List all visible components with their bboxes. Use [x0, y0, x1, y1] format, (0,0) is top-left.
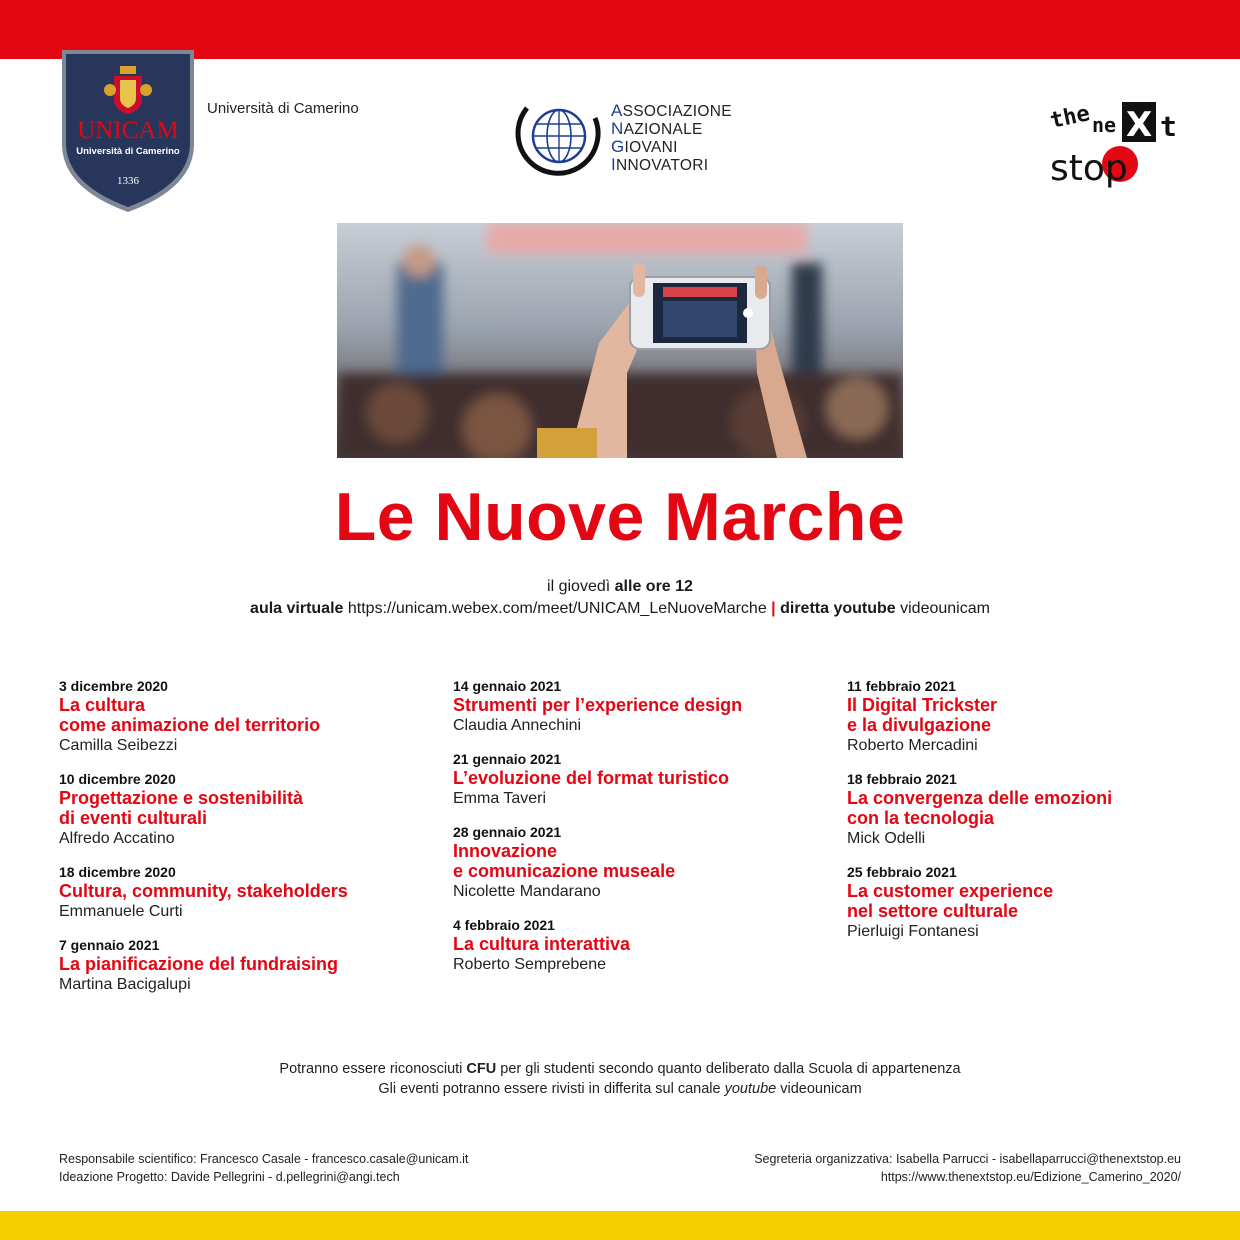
youtube-label: diretta youtube: [780, 600, 896, 617]
event-title: con la tecnologia: [847, 808, 995, 828]
svg-text:X: X: [1126, 105, 1153, 145]
footer-right: [754, 1150, 1181, 1186]
event-date: 3 dicembre 2020: [59, 678, 168, 694]
shield-subtitle: Università di Camerino: [76, 146, 180, 157]
webex-link[interactable]: https://unicam.webex.com/meet/UNICAM_LeNuoveMarche: [347, 600, 767, 617]
smartphone-icon: [630, 277, 770, 349]
event-item: [847, 771, 1227, 850]
separator: |: [771, 600, 776, 617]
schedule-column-1: [59, 678, 439, 1010]
event-item: [453, 751, 833, 810]
organizing-secretariat: Segreteria organizzativa: Isabella Parrucci - isabellaparrucci@thenextstop.eu: [754, 1152, 1181, 1166]
svg-text:stop: stop: [1050, 148, 1128, 189]
svg-text:t: t: [1160, 110, 1177, 143]
event-date: 4 febbraio 2021: [453, 917, 555, 933]
event-date: 7 gennaio 2021: [59, 937, 160, 953]
youtube-channel-link[interactable]: videounicam: [900, 600, 990, 617]
event-item: [59, 864, 439, 923]
shield-year: 1336: [117, 175, 139, 187]
replay-note: Gli eventi potranno essere rivisti in differita sul canale youtube videounicam: [378, 1081, 862, 1097]
event-date: 21 gennaio 2021: [453, 751, 562, 767]
angi-logo: [503, 96, 753, 176]
event-speaker: Emmanuele Curti: [59, 903, 183, 920]
schedule-info: il giovedì alle ore 12: [547, 578, 693, 595]
event-item: [453, 824, 833, 903]
event-item: [59, 937, 439, 996]
event-speaker: Alfredo Accatino: [59, 830, 175, 847]
event-title: L’evoluzione del format turistico: [453, 768, 730, 788]
project-idea: Ideazione Progetto: Davide Pellegrini - d.pellegrini@angi.tech: [59, 1170, 400, 1184]
event-speaker: Mick Odelli: [847, 830, 926, 847]
event-date: 10 dicembre 2020: [59, 771, 176, 787]
event-item: [453, 678, 833, 737]
globe-icon: [503, 96, 603, 176]
event-date: 18 febbraio 2021: [847, 771, 957, 787]
event-title: Strumenti per l’experience design: [453, 695, 743, 715]
event-title: e comunicazione museale: [453, 861, 676, 881]
event-date: 28 gennaio 2021: [453, 824, 562, 840]
event-title: La cultura: [59, 695, 146, 715]
event-title: La cultura interattiva: [453, 934, 631, 954]
shield-name: UNICAM: [77, 117, 179, 144]
scientific-lead: Responsabile scientifico: Francesco Casale - francesco.casale@unicam.it: [59, 1152, 469, 1166]
event-item: [59, 678, 439, 757]
conference-photo: [337, 223, 903, 458]
thenextstop-logo: [1046, 96, 1186, 191]
schedule-column-3: [847, 678, 1227, 957]
event-item: [453, 917, 833, 976]
university-name: Università di Camerino: [207, 100, 359, 117]
event-date: 11 febbraio 2021: [847, 678, 956, 694]
event-speaker: Claudia Annechini: [453, 717, 582, 734]
event-item: [847, 678, 1227, 757]
event-title: La pianificazione del fundraising: [59, 954, 339, 974]
schedule-column-2: [453, 678, 833, 990]
event-speaker: Martina Bacigalupi: [59, 976, 191, 993]
svg-text:the: the: [1048, 101, 1093, 134]
event-item: [59, 771, 439, 850]
streaming-info: [0, 600, 1240, 618]
page-title: Le Nuove Marche: [334, 479, 906, 555]
event-title: e la divulgazione: [847, 715, 992, 735]
virtual-room-label: aula virtuale: [250, 600, 344, 617]
event-speaker: Emma Taveri: [453, 790, 547, 807]
event-title: Progettazione e sostenibilità: [59, 788, 304, 808]
website-link[interactable]: https://www.thenextstop.eu/Edizione_Camerino_2020/: [880, 1170, 1181, 1184]
event-date: 14 gennaio 2021: [453, 678, 562, 694]
event-title: nel settore culturale: [847, 901, 1019, 921]
event-title: La convergenza delle emozioni: [847, 788, 1113, 808]
event-title: La customer experience: [847, 881, 1054, 901]
event-title: Cultura, community, stakeholders: [59, 881, 348, 901]
svg-text:ne: ne: [1092, 113, 1117, 137]
event-item: [847, 864, 1227, 943]
event-title: come animazione del territorio: [59, 715, 321, 735]
event-speaker: Nicolette Mandarano: [453, 883, 601, 900]
event-speaker: Pierluigi Fontanesi: [847, 923, 979, 940]
unicam-shield-logo: [60, 48, 196, 214]
event-speaker: Roberto Mercadini: [847, 737, 978, 754]
event-date: 18 dicembre 2020: [59, 864, 176, 880]
event-speaker: Camilla Seibezzi: [59, 737, 178, 754]
event-speaker: Roberto Semprebene: [453, 956, 606, 973]
event-title: di eventi culturali: [59, 808, 208, 828]
event-title: Innovazione: [453, 841, 558, 861]
cfu-note: Potranno essere riconosciuti CFU per gli studenti secondo quanto deliberato dalla Scuola di appartenenza: [279, 1061, 961, 1077]
footer-left: [59, 1150, 468, 1186]
bottom-yellow-bar: [0, 1211, 1240, 1240]
event-date: 25 febbraio 2021: [847, 864, 957, 880]
angi-name: ASSOCIAZIONE NAZIONALE GIOVANI INNOVATORI: [611, 101, 732, 174]
event-title: Il Digital Trickster: [847, 695, 998, 715]
